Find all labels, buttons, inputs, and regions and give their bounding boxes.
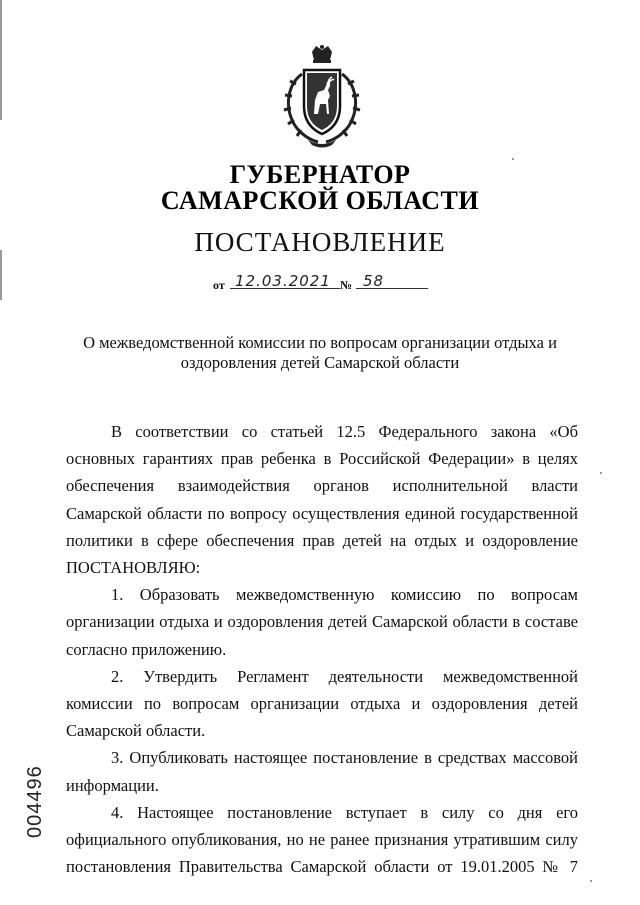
date-number-line: [213, 272, 433, 292]
body-paragraph-4: 4. Настоящее постановление вступает в силу со дня его официального опубликования, но не ранее признания утратившим силу постановления Правительства Самарской области от 19.01.2005 № 7: [66, 802, 578, 877]
document-body: [66, 418, 578, 880]
body-paragraph-2: 2. Утвердить Регламент деятельности межведомственной комиссии по вопросам организации отдыха и оздоровления детей Самарской области.: [66, 666, 578, 741]
document-subject: [70, 333, 570, 373]
scan-edge-mark: [0, 0, 2, 120]
handwritten-date: 12.03.2021: [235, 272, 331, 290]
document-serial-number: 004496: [24, 765, 46, 838]
document-type-title: ПОСТАНОВЛЕНИЕ: [194, 227, 446, 257]
samara-coat-of-arms-icon: [272, 44, 372, 148]
scan-speck: [512, 158, 514, 160]
scan-speck: [600, 472, 602, 474]
issuer-line-2: САМАРСКОЙ ОБЛАСТИ: [160, 186, 480, 215]
body-paragraph-3: 3. Опубликовать настоящее постановление в средствах массовой информации.: [66, 748, 578, 795]
subject-line-2: оздоровления детей Самарской области: [180, 353, 460, 372]
subject-line-1: О межведомственной комиссии по вопросам организации отдыха и: [83, 333, 557, 352]
body-paragraph-preamble: В соответствии со статьей 12.5 Федерального закона «Об основных гарантиях прав ребенка в Российской Федерации» в целях обеспечения взаимодействия органов исполнительной власти Самарской области по вопросу осуществления единой государственной политики в сфере обеспечения прав детей на отдых и оздоровление ПОСТАНОВЛЯЮ:: [66, 422, 578, 578]
scan-speck: [590, 880, 592, 882]
issuer-line-1: ГУБЕРНАТОР: [229, 160, 411, 189]
body-paragraph-1: 1. Образовать межведомственную комиссию по вопросам организации отдыха и оздоровления детей Самарской области в составе согласно приложению.: [66, 585, 578, 659]
date-label: от: [213, 278, 225, 292]
handwritten-number: 58: [363, 272, 385, 290]
number-label: №: [340, 278, 353, 292]
